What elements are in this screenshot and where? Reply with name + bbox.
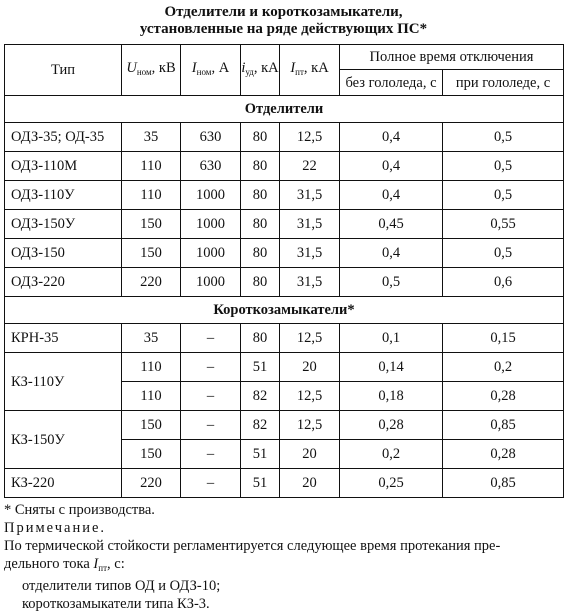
cell-iud: 80 xyxy=(241,123,280,152)
cell-ipt: 31,5 xyxy=(280,239,340,268)
cell-type: КЗ-220 xyxy=(5,469,122,498)
cell-t-no-ice: 0,14 xyxy=(340,353,443,382)
cell-i: – xyxy=(181,440,241,469)
cell-t-ice: 0,5 xyxy=(443,181,564,210)
cell-u: 150 xyxy=(122,411,181,440)
cell-i: 1000 xyxy=(181,181,241,210)
note-label: Примечание. xyxy=(4,520,107,536)
cell-ipt: 22 xyxy=(280,152,340,181)
cell-i: – xyxy=(181,411,241,440)
table-row xyxy=(5,152,564,181)
cell-t-no-ice: 0,45 xyxy=(340,210,443,239)
note-line-1: По термической стойкости регламентируется следующее время протекания пре- xyxy=(4,538,501,554)
cell-i: – xyxy=(181,469,241,498)
cell-type: ОДЗ-220 xyxy=(5,268,122,297)
cell-u: 35 xyxy=(122,324,181,353)
cell-i: 1000 xyxy=(181,239,241,268)
cell-t-ice: 0,85 xyxy=(443,469,564,498)
table-row xyxy=(5,353,564,382)
cell-t-ice: 0,28 xyxy=(443,382,564,411)
cell-t-ice: 0,55 xyxy=(443,210,564,239)
header-u-nom: $U_{ном}$, кВ xyxy=(122,45,181,96)
cell-iud: 80 xyxy=(241,181,280,210)
cell-iud: 80 xyxy=(241,210,280,239)
cell-iud: 82 xyxy=(241,411,280,440)
header-i-nom: $I_{ном}$, А xyxy=(181,45,241,96)
table-row xyxy=(5,181,564,210)
table-row xyxy=(5,411,564,440)
cell-u: 220 xyxy=(122,268,181,297)
header-i-ud: $i_{уд}$, кА xyxy=(241,45,280,96)
cell-ipt: 20 xyxy=(280,469,340,498)
header-no-ice: без гололеда, с xyxy=(340,70,443,96)
cell-iud: 80 xyxy=(241,324,280,353)
footnote: * Сняты с производства. xyxy=(4,502,155,518)
cell-i: 630 xyxy=(181,123,241,152)
cell-t-no-ice: 0,4 xyxy=(340,123,443,152)
cell-type: КЗ-110У xyxy=(5,353,122,411)
cell-type: ОДЗ-150У xyxy=(5,210,122,239)
cell-type: КРН-35 xyxy=(5,324,122,353)
notes-block xyxy=(4,501,567,613)
cell-t-no-ice: 0,28 xyxy=(340,411,443,440)
cell-t-ice: 0,15 xyxy=(443,324,564,353)
section-row-separators xyxy=(5,96,564,123)
header-type: Тип xyxy=(5,45,122,96)
cell-i: – xyxy=(181,353,241,382)
cell-i: 630 xyxy=(181,152,241,181)
note-line-4: короткозамыкатели типа КЗ-3. xyxy=(22,596,210,612)
cell-u: 110 xyxy=(122,382,181,411)
section-title: Короткозамыкатели* xyxy=(5,297,564,324)
cell-u: 110 xyxy=(122,353,181,382)
cell-type: ОДЗ-110М xyxy=(5,152,122,181)
cell-i: 1000 xyxy=(181,210,241,239)
cell-t-no-ice: 0,18 xyxy=(340,382,443,411)
header-row-1 xyxy=(5,45,564,70)
table-row xyxy=(5,239,564,268)
cell-u: 220 xyxy=(122,469,181,498)
header-ice: при гололеде, с xyxy=(443,70,564,96)
cell-iud: 80 xyxy=(241,152,280,181)
cell-t-ice: 0,5 xyxy=(443,123,564,152)
cell-u: 110 xyxy=(122,181,181,210)
cell-t-ice: 0,2 xyxy=(443,353,564,382)
section-row-shorts xyxy=(5,297,564,324)
cell-t-ice: 0,28 xyxy=(443,440,564,469)
cell-type: КЗ-150У xyxy=(5,411,122,469)
cell-u: 150 xyxy=(122,440,181,469)
cell-t-no-ice: 0,25 xyxy=(340,469,443,498)
cell-type: ОДЗ-35; ОД-35 xyxy=(5,123,122,152)
cell-t-no-ice: 0,5 xyxy=(340,268,443,297)
cell-ipt: 31,5 xyxy=(280,181,340,210)
cell-type: ОДЗ-150 xyxy=(5,239,122,268)
cell-t-ice: 0,85 xyxy=(443,411,564,440)
cell-iud: 51 xyxy=(241,440,280,469)
note-line-2: дельного тока $I_{пт}$, с: xyxy=(4,556,125,573)
cell-t-no-ice: 0,1 xyxy=(340,324,443,353)
cell-u: 35 xyxy=(122,123,181,152)
header-full-time: Полное время отключения xyxy=(340,45,564,70)
cell-t-no-ice: 0,4 xyxy=(340,181,443,210)
cell-iud: 80 xyxy=(241,239,280,268)
cell-iud: 80 xyxy=(241,268,280,297)
table-title xyxy=(0,4,567,38)
cell-ipt: 12,5 xyxy=(280,123,340,152)
cell-ipt: 31,5 xyxy=(280,210,340,239)
cell-ipt: 12,5 xyxy=(280,382,340,411)
cell-ipt: 12,5 xyxy=(280,411,340,440)
cell-iud: 82 xyxy=(241,382,280,411)
table-row xyxy=(5,324,564,353)
table-row xyxy=(5,268,564,297)
title-line-2: установленные на ряде действующих ПС* xyxy=(139,21,428,37)
equipment-table xyxy=(4,44,564,498)
cell-u: 110 xyxy=(122,152,181,181)
cell-type: ОДЗ-110У xyxy=(5,181,122,210)
cell-iud: 51 xyxy=(241,469,280,498)
title-line-1: Отделители и короткозамыкатели, xyxy=(164,4,403,20)
table-row xyxy=(5,210,564,239)
note-line-3: отделители типов ОД и ОДЗ-10; xyxy=(22,578,221,594)
cell-t-ice: 0,6 xyxy=(443,268,564,297)
cell-t-no-ice: 0,2 xyxy=(340,440,443,469)
cell-i: – xyxy=(181,324,241,353)
cell-t-ice: 0,5 xyxy=(443,152,564,181)
cell-ipt: 20 xyxy=(280,353,340,382)
cell-u: 150 xyxy=(122,210,181,239)
cell-i: – xyxy=(181,382,241,411)
cell-ipt: 20 xyxy=(280,440,340,469)
cell-ipt: 12,5 xyxy=(280,324,340,353)
cell-t-ice: 0,5 xyxy=(443,239,564,268)
cell-i: 1000 xyxy=(181,268,241,297)
cell-t-no-ice: 0,4 xyxy=(340,239,443,268)
table-row xyxy=(5,469,564,498)
cell-u: 150 xyxy=(122,239,181,268)
header-i-pt: $I_{пт}$, кА xyxy=(280,45,340,96)
section-title: Отделители xyxy=(5,96,564,123)
cell-t-no-ice: 0,4 xyxy=(340,152,443,181)
cell-iud: 51 xyxy=(241,353,280,382)
cell-ipt: 31,5 xyxy=(280,268,340,297)
table-row xyxy=(5,123,564,152)
